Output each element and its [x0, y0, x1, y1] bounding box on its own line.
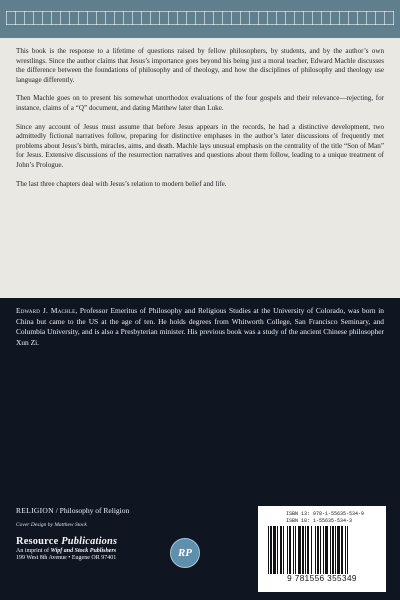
- publisher-name-plain: Resource: [16, 536, 62, 547]
- description-paragraph-2: Then Machle goes on to present his somewhat unorthodox evaluations of the four gospels and their relevance—rejecting, for instance, claims of a “Q” document, and dating Matthew later than Luke.: [16, 94, 384, 112]
- isbn-13: ISBN 13: 978-1-55635-534-9: [286, 511, 365, 517]
- cover-design-credit: Cover Design by Matthew Stock: [16, 522, 87, 528]
- barcode-bars: [268, 526, 376, 574]
- barcode-number: 9 781556 355349: [287, 574, 357, 583]
- category-main: RELIGION: [16, 506, 54, 515]
- category-separator: /: [53, 506, 60, 515]
- barcode-box: [258, 506, 386, 592]
- description-text: [16, 47, 384, 198]
- author-bio: [16, 306, 384, 348]
- category-sub: Philosophy of Religion: [59, 506, 130, 515]
- imprint-name: Wipf and Stock Publishers: [50, 548, 117, 554]
- publisher-logo: RP: [170, 538, 200, 568]
- author-name: Edward J. Machle: [16, 306, 76, 315]
- publisher-address: 199 West 8th Avenue • Eugene OR 97401: [16, 555, 117, 561]
- isbn-10: ISBN 10: 1-55635-534-3: [286, 518, 353, 524]
- publisher-imprint: [16, 548, 186, 554]
- publisher-block: [16, 536, 186, 561]
- category-label: [16, 506, 129, 515]
- publisher-name: [16, 536, 186, 547]
- description-paragraph-3: Since any account of Jesus must assume that before Jesus appears in the records, he had a distinctive development, two admittedly fictional narratives follow, preparing for distinctive emphases in the author’s later discussions of frequently met problems about Jesus’s birth, miracles, aims, and death. Machle lays unusual emphasis on the centrality of the title “Son of Man” for Jesus. Extensive discussions of the resurrection narratives and questions about them follow, leading to a unique treatment of John’s Prologue.: [16, 122, 384, 169]
- description-panel: [0, 38, 400, 298]
- border-pattern: [6, 11, 394, 25]
- description-paragraph-4: The last three chapters deal with Jesus’s relation to modern belief and life.: [16, 179, 227, 188]
- decorative-border: [0, 0, 400, 38]
- imprint-prefix: An imprint of: [16, 548, 51, 554]
- author-bio-text: , Professor Emeritus of Philosophy and Religious Studies at the University of Colorado, was born in China but came to the US at the age of ten. He holds degrees from Whitworth College, San Francisco Seminary, and Columbia University, and is also a Presbyterian minister. His previous book was a study of the ancient Chinese philosopher Xun Zi.: [16, 306, 384, 347]
- publisher-name-italic: Publications: [61, 536, 118, 547]
- description-paragraph-1: This book is the response to a lifetime of questions raised by fellow philosophers, by students, and by the author’s own wrestlings. Since the author claims that Jesus’s importance goes beyond his being just a moral teacher, Edward Machle discusses the difference between the foundations of philosophy and of theology, and how the disciplines of philosophy and theology use language differently.: [16, 47, 384, 84]
